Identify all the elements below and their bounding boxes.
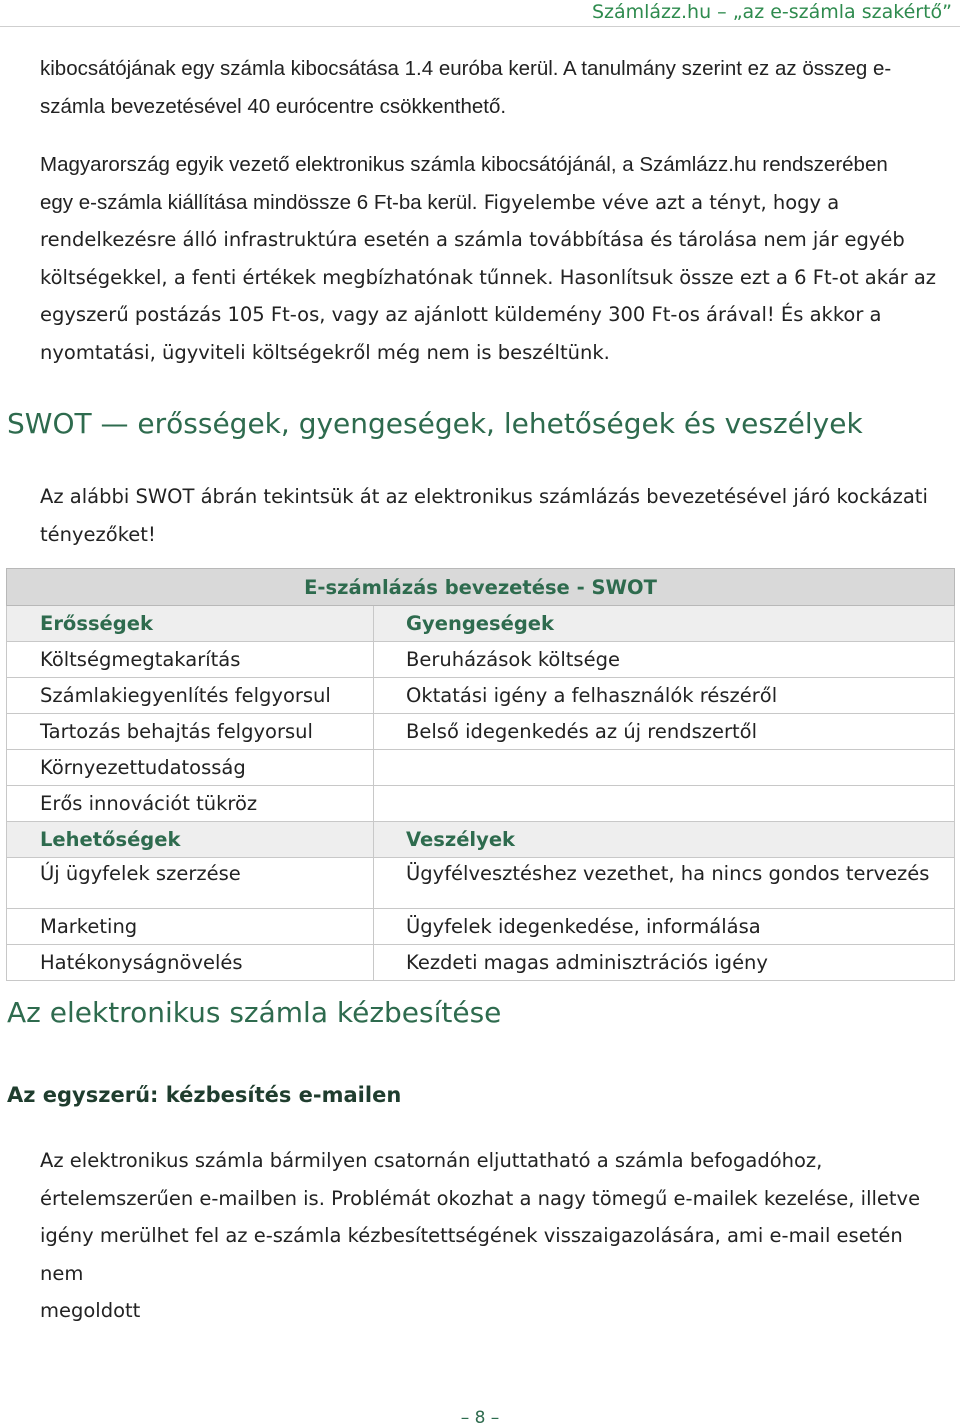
swot-threats-header: Veszélyek — [374, 822, 955, 858]
paragraph-email — [40, 1142, 940, 1330]
swot-caption-row — [7, 569, 955, 606]
swot-caption: E-számlázás bevezetése - SWOT — [7, 569, 955, 606]
table-cell: Környezettudatosság — [7, 750, 374, 786]
section-heading-swot: SWOT — erősségek, gyengeségek, lehetőségek és veszélyek — [7, 407, 863, 440]
subheading-email: Az egyszerű: kézbesítés e-mailen — [7, 1083, 402, 1107]
table-cell: Számlakiegyenlítés felgyorsul — [7, 678, 374, 714]
table-row — [7, 678, 955, 714]
text-segment: egy e-számla kiállítása mindössze 6 Ft-ba kerül. — [40, 190, 478, 214]
table-cell: Hatékonyságnövelés — [7, 945, 374, 981]
table-cell: Beruházások költsége — [374, 642, 955, 678]
table-cell: Oktatási igény a felhasználók részéről — [374, 678, 955, 714]
text-segment: Figyelembe véve azt a tényt, hogy a — [477, 190, 840, 214]
table-row — [7, 858, 955, 909]
page-number: – 8 – — [460, 1408, 500, 1428]
text-line: igény merülhet fel az e-számla kézbesítettségének visszaigazolására, ami e-mail esetén nem — [40, 1224, 903, 1285]
header-rule — [0, 26, 960, 27]
table-row — [7, 786, 955, 822]
table-row — [7, 945, 955, 981]
paragraph-swot-intro — [40, 478, 940, 553]
text-line: Az alábbi SWOT ábrán tekintsük át az elektronikus számlázás bevezetésével járó kockázati — [40, 485, 928, 508]
table-row — [7, 822, 955, 858]
text-line: számla bevezetésével 40 eurócentre csökkenthető. — [40, 94, 507, 118]
text-line: egyszerű postázás 105 Ft-os, vagy az ajánlott küldemény 300 Ft-os árával! És akkor a — [40, 303, 882, 326]
paragraph-szamlazz — [40, 146, 940, 371]
table-cell: Új ügyfelek szerzése — [7, 858, 374, 909]
text-line: megoldott — [40, 1299, 141, 1322]
text-line: kibocsátójának egy számla kibocsátása 1.4 euróba kerül. A tanulmány szerint ez az összeg e- — [40, 57, 892, 80]
text-line: nyomtatási, ügyviteli költségekről még nem is beszéltünk. — [40, 340, 610, 364]
table-row — [7, 750, 955, 786]
text-line: értelemszerűen e-mailben is. Problémát okozhat a nagy tömegű e-mailek kezelése, illetve — [40, 1186, 921, 1210]
swot-opportunities-header: Lehetőségek — [7, 822, 374, 858]
table-row — [7, 606, 955, 642]
table-row — [7, 909, 955, 945]
table-row — [7, 642, 955, 678]
text-line: Magyarország egyik vezető elektronikus számla kibocsátójánál, a Számlázz.hu rendszerében — [40, 153, 888, 176]
page-header — [0, 0, 960, 27]
table-cell: Kezdeti magas adminisztrációs igény — [374, 945, 955, 981]
text-line — [40, 184, 940, 222]
section-heading-delivery: Az elektronikus számla kézbesítése — [7, 996, 502, 1029]
swot-weaknesses-header: Gyengeségek — [374, 606, 955, 642]
paragraph-cost — [40, 50, 940, 125]
swot-table — [6, 568, 955, 981]
table-cell: Erős innovációt tükröz — [7, 786, 374, 822]
text-line: rendelkezésre álló infrastruktúra esetén a számla továbbítása és tárolása nem jár egyéb — [40, 228, 905, 251]
table-cell: Ügyfelek idegenkedése, informálása — [374, 909, 955, 945]
text-line: költségekkel, a fenti értékek megbízhatónak tűnnek. Hasonlítsuk össze ezt a 6 Ft-ot akár az — [40, 265, 937, 289]
swot-strengths-header: Erősségek — [7, 606, 374, 642]
table-cell: Tartozás behajtás felgyorsul — [7, 714, 374, 750]
header-title: Számlázz.hu – „az e-számla szakértő” — [591, 1, 952, 23]
text-line: tényezőket! — [40, 522, 156, 546]
table-cell: Ügyfélvesztéshez vezethet, ha nincs gondos tervezés — [374, 858, 955, 909]
table-cell — [374, 750, 955, 786]
table-cell: Belső idegenkedés az új rendszertől — [374, 714, 955, 750]
table-cell — [374, 786, 955, 822]
text-line: Az elektronikus számla bármilyen csatornán eljuttatható a számla befogadóhoz, — [40, 1149, 823, 1172]
table-cell: Marketing — [7, 909, 374, 945]
table-cell: Költségmegtakarítás — [7, 642, 374, 678]
table-row — [7, 714, 955, 750]
